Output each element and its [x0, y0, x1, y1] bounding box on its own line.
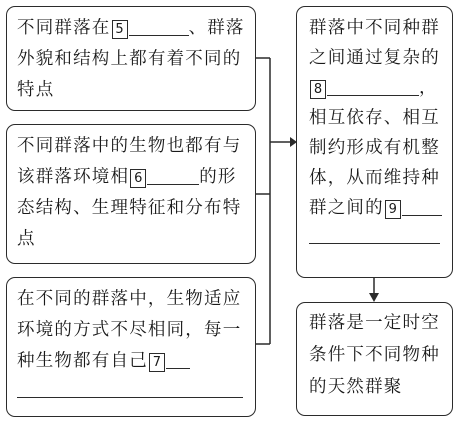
- box3-text-pre: 在不同的群落中，生物适应环境的方式不尽相同，每一种生物都有自己: [17, 289, 242, 371]
- blank-line-6: [147, 166, 199, 185]
- arrowhead-down: [369, 293, 379, 302]
- box5-text: 群落是一定时空条件下不同物种的天然群聚: [309, 313, 440, 397]
- box4-text-mid: 相互依存、相互制约形成有机整体，从而维持种群之间的: [309, 108, 440, 218]
- box-population-interactions: [296, 6, 453, 278]
- blank-number-9: 9: [385, 200, 401, 219]
- box-organism-adaptation: [6, 124, 256, 264]
- blank-number-8: 8: [310, 80, 326, 99]
- box-adaptation-methods: [6, 277, 256, 417]
- blank-line-7a: [166, 350, 190, 369]
- box2-text-post: 的形态结构、生理特征和分布特点: [17, 167, 242, 249]
- blank-line-5: [129, 17, 189, 36]
- blank-line-8: [327, 77, 419, 96]
- box-community-differences: [6, 6, 256, 111]
- box4-comma: ，: [419, 78, 438, 98]
- blank-number-7: 7: [149, 353, 165, 372]
- blank-number-5: 5: [112, 20, 128, 39]
- box4-text-pre: 群落中不同种群之间通过复杂的: [309, 18, 440, 68]
- blank-line-7b: [17, 377, 243, 398]
- blank-line-9a: [402, 197, 442, 216]
- box-community-definition: [296, 302, 453, 416]
- box1-text-post: 、群落外貌和结构上都有着不同的特点: [17, 18, 245, 100]
- blank-number-6: 6: [130, 169, 146, 188]
- blank-line-9b: [309, 223, 440, 244]
- box2-text-pre: 不同群落中的生物也都有与该群落环境相: [17, 136, 242, 187]
- box1-text-pre: 不同群落在: [17, 18, 111, 38]
